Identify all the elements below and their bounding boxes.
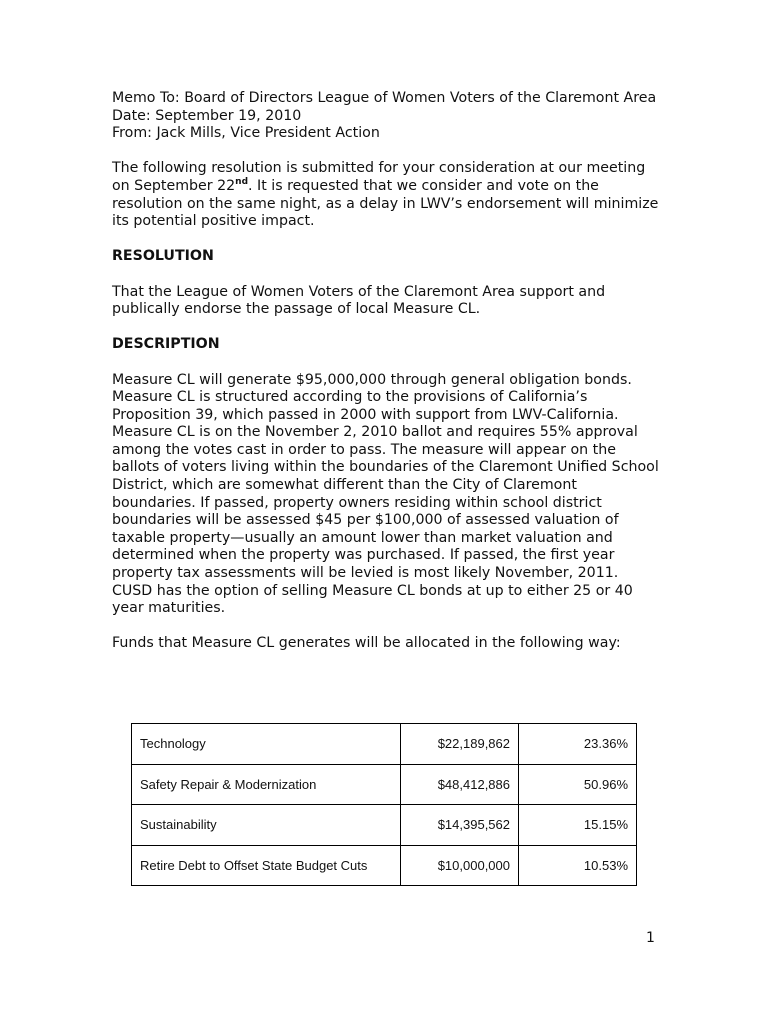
table-row [132, 845, 637, 886]
percent-cell: 10.53% [519, 845, 637, 886]
amount-cell: $48,412,886 [401, 764, 519, 805]
memo-to: Memo To: Board of Directors League of Women Voters of the Claremont Area [112, 90, 657, 106]
percent-cell: 15.15% [519, 805, 637, 846]
description-heading: DESCRIPTION [112, 336, 220, 353]
intro-text-start: The following resolution is submitted for your consideration at our meeting on September 22 [112, 160, 646, 194]
intro-paragraph [112, 160, 660, 230]
date-ordinal-suffix: nd [235, 176, 249, 187]
allocation-table [131, 723, 637, 886]
amount-cell: $10,000,000 [401, 845, 519, 886]
percent-cell: 50.96% [519, 764, 637, 805]
table-row [132, 724, 637, 765]
category-cell: Safety Repair & Modernization [132, 764, 401, 805]
amount-cell: $22,189,862 [401, 724, 519, 765]
table-row [132, 805, 637, 846]
memo-date: Date: September 19, 2010 [112, 107, 302, 124]
resolution-heading: RESOLUTION [112, 248, 214, 265]
memo-from: From: Jack Mills, Vice President Action [112, 125, 380, 142]
amount-cell: $14,395,562 [401, 805, 519, 846]
memo-document [112, 90, 660, 671]
resolution-text: That the League of Women Voters of the Claremont Area support and publically endorse the passage of local Measure CL. [112, 283, 606, 318]
category-cell: Retire Debt to Offset State Budget Cuts [132, 845, 401, 886]
category-cell: Technology [132, 724, 401, 765]
intro-text-end: . It is requested that we consider and vote on the resolution on the same night, as a delay in LWV’s endorsement will minimize its potential positive impact. [112, 177, 659, 230]
memo-header [112, 90, 660, 143]
description-text: Measure CL will generate $95,000,000 through general obligation bonds. Measure CL is structured according to the provisions of California’s Proposition 39, which passed in 2000 with support from LWV-California. Measure CL is on the November 2, 2010 ballot and requires 55% approval among the votes cast in order to pass. The measure will appear on the ballots of voters living within the boundaries of the Claremont Unified School District, which are somewhat different than the City of Claremont boundaries. If passed, property owners residing within school district boundaries will be assessed $45 per $100,000 of assessed valuation of taxable property—usually an amount lower than market valuation and determined when the property was purchased. If passed, the first year property tax assessments will be levied is most likely November, 2011. CUSD has the option of selling Measure CL bonds at up to either 25 or 40 year maturities. [112, 371, 659, 617]
funds-intro: Funds that Measure CL generates will be allocated in the following way: [112, 635, 621, 652]
table-row [132, 764, 637, 805]
category-cell: Sustainability [132, 805, 401, 846]
percent-cell: 23.36% [519, 724, 637, 765]
page-number: 1 [646, 930, 655, 946]
